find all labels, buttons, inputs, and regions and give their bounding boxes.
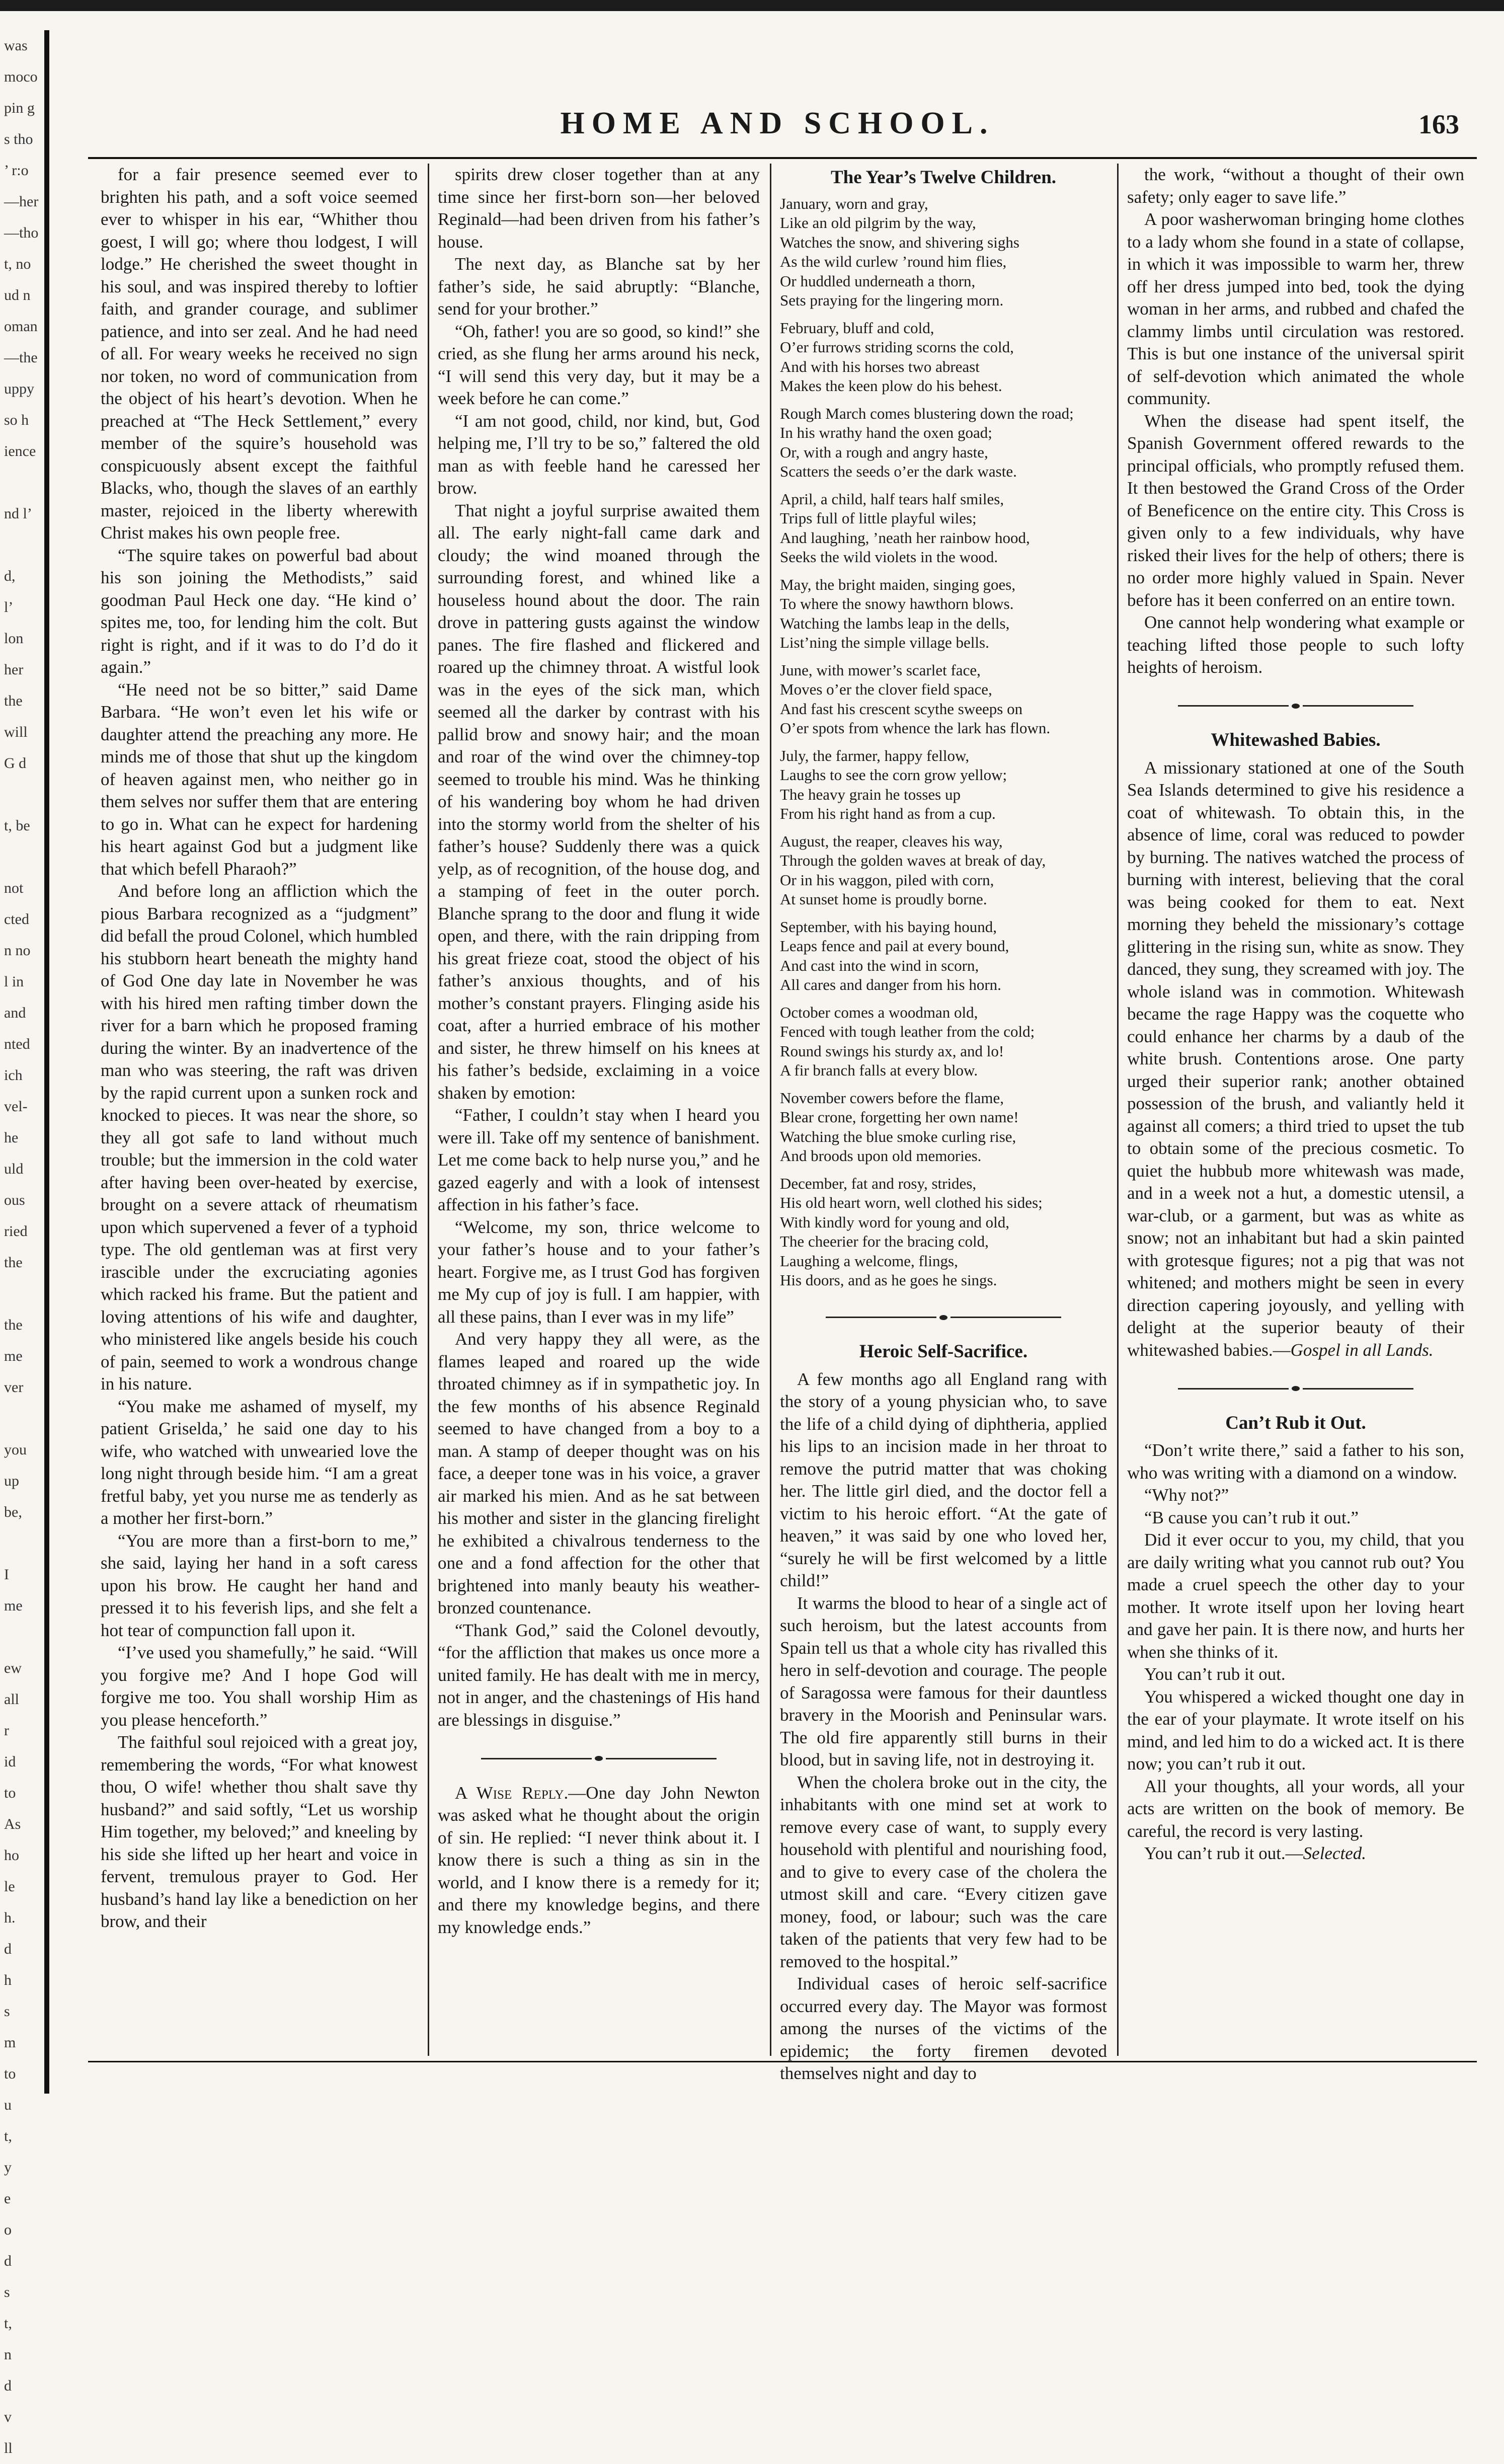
cantrub-paragraph: Did it ever occur to you, my child, that you are daily writing what you cannot rub out? You made a cruel speech the other day to your mother. It wrote itself upon her loving heart and gave her pain. It is there now, and hurts her when she thinks of it. bbox=[1127, 1530, 1464, 1662]
story-paragraph: “Father, I couldn’t stay when I heard you were ill. Take off my sentence of banishment. Let me come back to help nurse you,” and he gazed eagerly and with a look of intensest affection in his father’s face. bbox=[438, 1105, 760, 1214]
poem-line: January, worn and gray, bbox=[780, 194, 928, 212]
adjacent-page-fragment: uppy bbox=[4, 380, 34, 397]
poem-line: His old heart worn, well clothed his sides; bbox=[780, 1194, 1043, 1211]
poem-line: And with his horses two abreast bbox=[780, 357, 980, 375]
adjacent-page-fragment: and bbox=[4, 1005, 26, 1021]
poem-line: Scatters the seeds o’er the dark waste. bbox=[780, 463, 1017, 480]
poem-line: And broods upon old memories. bbox=[780, 1147, 982, 1165]
adjacent-page-fragment: d bbox=[4, 1941, 12, 1957]
bottom-rule bbox=[88, 2061, 1477, 2062]
story-paragraph: spirits drew closer together than at any time since her first-born son—her beloved Reginald—had been driven from his father’s house. bbox=[438, 165, 760, 252]
adjacent-page-fragment: s bbox=[4, 2003, 10, 2020]
poem-line: Or in his waggon, piled with corn, bbox=[780, 871, 994, 889]
adjacent-page-fragment: ho bbox=[4, 1847, 19, 1864]
adjacent-page-fragment: G d bbox=[4, 755, 27, 772]
adjacent-page-fragment: be, bbox=[4, 1504, 22, 1520]
poem-line: Sets praying for the lingering morn. bbox=[780, 291, 1004, 309]
poem-stanza bbox=[780, 490, 1107, 567]
poem-stanza bbox=[780, 1003, 1107, 1081]
section-separator bbox=[438, 1746, 760, 1769]
source-credit: Selected. bbox=[1303, 1843, 1367, 1863]
adjacent-page-fragment bbox=[0, 1528, 44, 1559]
publication-title: HOME AND SCHOOL. bbox=[560, 106, 995, 140]
adjacent-page-fragment: will bbox=[4, 724, 28, 740]
poem-line: A fir branch falls at every blow. bbox=[780, 1061, 978, 1079]
cantrub-paragraph: All your thoughts, all your words, all your acts are written on the book of memory. Be careful, the record is very lasting. bbox=[1127, 1776, 1464, 1841]
heroic-paragraph: One cannot help wondering what example or teaching lifted those people to such lofty heights of heroism. bbox=[1127, 612, 1464, 677]
adjacent-page-fragment: you bbox=[4, 1441, 27, 1458]
column-1 bbox=[101, 164, 418, 2056]
adjacent-page-fragment: nd l’ bbox=[4, 505, 32, 522]
adjacent-page-fragment: ver bbox=[4, 1379, 24, 1396]
story-paragraph: “The squire takes on powerful bad about his son joining the Methodists,” said goodman Paul Heck one day. “He kind o’ spites me, too, for lending him the colt. But right is right, and if it was to do I’d do it again.” bbox=[101, 545, 418, 677]
heroic-continuation bbox=[1127, 164, 1464, 679]
header-rule bbox=[88, 157, 1477, 159]
adjacent-page-fragment bbox=[0, 529, 44, 561]
adjacent-page-fragment: —tho bbox=[4, 224, 39, 241]
poem-line: Or huddled underneath a thorn, bbox=[780, 272, 976, 290]
poem-line: Watches the snow, and shivering sighs bbox=[780, 233, 1019, 251]
story-paragraph: And very happy they all were, as the flames leaped and roared up the wide throated chimney as if in sympathetic joy. In the few months of his absence Reginald seemed to have changed from a boy to a man. A stamp of deeper thought was on his face, a deeper tone was in his voice, a graver air marked his mien. And as he sat between his mother and sister in the glancing firelight he exhibited a chivalrous tenderness to the one and a fond affection for the other that brightened into manly beauty his weather-bronzed countenance. bbox=[438, 1329, 760, 1618]
poem-line: And laughing, ’neath her rainbow hood, bbox=[780, 528, 1030, 547]
poem-title: The Year’s Twelve Children. bbox=[830, 167, 1057, 188]
adjacent-page-fragment: d, bbox=[4, 568, 16, 584]
adjacent-page-fragment: r bbox=[4, 1722, 9, 1739]
heroic-title: Heroic Self-Sacrifice. bbox=[859, 1341, 1028, 1362]
poem-line: November cowers before the flame, bbox=[780, 1089, 1004, 1107]
column-2 bbox=[438, 164, 760, 2056]
adjacent-page-fragment: to bbox=[4, 1785, 16, 1801]
poem-line: Through the golden waves at break of day, bbox=[780, 852, 1046, 869]
wise-reply-text: —One day John Newton was asked what he thought about the origin of sin. He replied: “I never think about it. I know there is such a thing as sin in the world, and I know there is a remedy for it; and there my knowledge begins, and there my knowledge ends.” bbox=[438, 1783, 760, 1937]
poem-line: List’ning the simple village bells. bbox=[780, 634, 989, 651]
poem-stanza bbox=[780, 832, 1107, 909]
adjacent-page-fragment bbox=[0, 779, 44, 810]
adjacent-page-fragment: lon bbox=[4, 630, 24, 647]
adjacent-page-fragment: vel- bbox=[4, 1098, 28, 1115]
story-paragraph: “Welcome, my son, thrice welcome to your father’s house and to your father’s heart. Forgive me, as I trust God has forgiven me My cup of joy is full. I am happier, with all these pains, than I ever was in my life” bbox=[438, 1217, 760, 1327]
adjacent-page-fragment: ll bbox=[4, 2440, 13, 2456]
adjacent-page-fragment: ud n bbox=[4, 287, 31, 303]
poem-line: April, a child, half tears half smiles, bbox=[780, 490, 1004, 508]
section-separator bbox=[1127, 1376, 1464, 1399]
cantrub-paragraph: “Don’t write there,” said a father to his son, who was writing with a diamond on a window. bbox=[1127, 1440, 1464, 1483]
story-paragraph: “Oh, father! you are so good, so kind!” she cried, as she flung her arms around his neck, “I will send this very day, but it may be a week before he can come.” bbox=[438, 321, 760, 408]
poem-line: At sunset home is proudly borne. bbox=[780, 890, 987, 908]
column-divider-3 bbox=[1117, 164, 1119, 2056]
adjacent-page-fragment: s bbox=[4, 2284, 10, 2300]
adjacent-page-fragment: n no bbox=[4, 942, 31, 959]
adjacent-page-fragment: her bbox=[4, 661, 24, 678]
poem-line: June, with mower’s scarlet face, bbox=[780, 661, 981, 679]
page-number: 163 bbox=[1418, 109, 1459, 139]
poem-line: July, the farmer, happy fellow, bbox=[780, 746, 970, 764]
poem-line: Like an old pilgrim by the way, bbox=[780, 214, 976, 232]
poem-stanza bbox=[780, 194, 1107, 311]
poem-line: His doors, and as he goes he sings. bbox=[780, 1271, 997, 1289]
poem-line: O’er spots from whence the lark has flown. bbox=[780, 719, 1051, 737]
poem-line: Watching the lambs leap in the dells, bbox=[780, 614, 1010, 632]
adjacent-page-fragment: ’ r:o bbox=[4, 162, 29, 179]
adjacent-page-fragment: l’ bbox=[4, 599, 14, 615]
cantrub-paragraph: You can’t rub it out.—Selected. bbox=[1144, 1843, 1367, 1863]
story-continuation bbox=[438, 164, 760, 1731]
adjacent-page-fragment: I bbox=[4, 1566, 9, 1583]
poem-body bbox=[780, 194, 1107, 1290]
poem-line: August, the reaper, cleaves his way, bbox=[780, 832, 1003, 850]
poem-line: Or, with a rough and angry haste, bbox=[780, 443, 988, 461]
column-divider-1 bbox=[428, 164, 429, 2056]
heroic-paragraph: Individual cases of heroic self-sacrifice occurred every day. The Mayor was formost among the nurses of the victims of the epidemic; the forty firemen devoted themselves night and day to bbox=[780, 1974, 1107, 2083]
adjacent-page-fragment: d bbox=[4, 2253, 12, 2269]
poem-line: Leaps fence and pail at every bound, bbox=[780, 937, 1009, 955]
adjacent-page-fragment: me bbox=[4, 1348, 23, 1364]
poem-line: In his wrathy hand the oxen goad; bbox=[780, 424, 992, 441]
section-separator bbox=[1127, 694, 1464, 717]
poem-line: February, bluff and cold, bbox=[780, 319, 934, 337]
adjacent-page-fragment: —her bbox=[4, 193, 39, 210]
story-paragraph: “You are more than a first-born to me,” she said, laying her hand in a soft caress upon his brow. He caught her hand and pressed it to his feverish lips, and she felt a hot tear of compunction fall upon it. bbox=[101, 1530, 418, 1640]
poem-stanza bbox=[780, 575, 1107, 653]
adjacent-page-fragment: ich bbox=[4, 1067, 23, 1084]
poem-line: Moves o’er the clover field space, bbox=[780, 680, 992, 698]
adjacent-page-fragment: ous bbox=[4, 1192, 25, 1208]
whitewashed-paragraph: A missionary stationed at one of the South Sea Islands determined to give his residence a coat of whitewash. To obtain this, in the absence of lime, coral was reduced to powder by burning. The natives watched the process of burning with interest, believing that the coral was being cooked for them to eat. Next morning they beheld the missionary’s cottage glittering in the rising sun, white as snow. They danced, they sung, they screamed with joy. The whole island was in commotion. Whitewash became the rage Happy was the coquette who could enhance her charms by a daub of the white brush. Contentions arose. One party urged their superior rank; another obtained possession of the brush, and valiantly held it against all comers; a third tried to upset the tub to obtain some of the precious cosmetic. To quiet the hubbub more whitewash was made, and in a week not a hut, a domestic utensil, a war-club, or a garment, but was as white as snow; not an inhabitant but had a skin painted with grotesque figures; not a pig that was not whitened; and mothers might be seen in every direction capering joyously, and yelling with delight at the superior beauty of their whitewashed babies.—Gospel in all Lands. bbox=[1127, 757, 1464, 1360]
poem-line: Round swings his sturdy ax, and lo! bbox=[780, 1042, 1004, 1060]
poem-line: Laughing a welcome, flings, bbox=[780, 1252, 958, 1270]
whitewashed-title: Whitewashed Babies. bbox=[1211, 730, 1381, 750]
heroic-paragraph: It warms the blood to hear of a single act of such heroism, but the latest accounts from Spain tell us that a whole city has rivalled this hero in self-devotion and courage. The people of Saragossa were famous for their dauntless bravery in the Moorish and Peninsular wars. The old fire apparently still burns in their blood, but in saving life, not in destroying it. bbox=[780, 1593, 1107, 1769]
poem-stanza bbox=[780, 917, 1107, 995]
adjacent-page-fragment: up bbox=[4, 1473, 19, 1489]
story-paragraph: And before long an affliction which the pious Barbara recognized as a “judgment” did befall the proud Colonel, which humbled his stubborn heart beneath the mighty hand of God One day late in November he was with his hired men rafting timber down the river for a barn which he proposed framing during the winter. By an inadvertence of the man who was steering, the raft was driven by the rapid current upon a sunken rock and knocked to pieces. It was near the shore, so they all got safe to land without much trouble; but the immersion in the cold water after having been over-heated by exercise, brought on a severe attack of rheumatism upon which supervened a fever of a typhoid type. The old gentleman was at first very irascible under the excruciating agonies which racked his frame. But the patient and loving attentions of his wife and daughter, who ministered like angels beside his couch of pain, seemed to work a wondrous change in his nature. bbox=[101, 881, 418, 1394]
poem-line: To where the snowy hawthorn blows. bbox=[780, 595, 1014, 612]
cantrub-paragraph: You whispered a wicked thought one day in the ear of your playmate. It wrote itself on his mind, and led him to do a wicked act. It is there now; you can’t rub it out. bbox=[1127, 1686, 1464, 1774]
poem-stanza bbox=[780, 1089, 1107, 1166]
poem-line: And cast into the wind in scorn, bbox=[780, 956, 979, 974]
adjacent-page-fragment: t, bbox=[4, 2128, 12, 2144]
adjacent-page-fragment: le bbox=[4, 1878, 15, 1895]
adjacent-page-fragment bbox=[0, 467, 44, 498]
adjacent-page-fragment: t, be bbox=[4, 817, 30, 834]
adjacent-page-fragment bbox=[0, 1622, 44, 1653]
adjacent-page-fragment: was bbox=[4, 37, 28, 54]
story-paragraph: “You make me ashamed of myself, my patient Griselda,’ he said one day to his wife, who watched with unwearied love the long night through beside him. “I am a great fretful baby, yet you nurse me as tenderly as a mother her first-born.” bbox=[101, 1396, 418, 1528]
heroic-body bbox=[780, 1368, 1107, 2085]
adjacent-page-fragment: l in bbox=[4, 973, 24, 990]
poem-line: All cares and danger from his horn. bbox=[780, 976, 1001, 993]
story-paragraph: “Thank God,” said the Colonel devoutly, “for the affliction that makes us once more a united family. He has dealt with me in mercy, not in anger, and the chastenings of His hand are blessings in disguise.” bbox=[438, 1620, 760, 1730]
cantrub-body bbox=[1127, 1439, 1464, 1865]
poem-line: And fast his crescent scythe sweeps on bbox=[780, 700, 1023, 718]
cantrub-title: Can’t Rub it Out. bbox=[1225, 1412, 1366, 1433]
heroic-paragraph: When the cholera broke out in the city, the inhabitants with one mind set at work to remove every case of want, to supply every household with plentiful and nourishing food, and to give to every case of the cholera the utmost skill and care. “Every citizen gave money, food, or labour; such was the care taken of the patients that very few had to be removed to the hospital.” bbox=[780, 1772, 1107, 1971]
poem-line: As the wild curlew ’round him flies, bbox=[780, 253, 1007, 270]
adjacent-page-fragment: id bbox=[4, 1753, 16, 1770]
adjacent-page-fragment bbox=[0, 1278, 44, 1310]
poem-line: September, with his baying hound, bbox=[780, 917, 997, 936]
poem-line: May, the bright maiden, singing goes, bbox=[780, 575, 1016, 593]
wise-reply-paragraph bbox=[438, 1782, 760, 1939]
column-divider-2 bbox=[770, 164, 771, 2056]
poem-stanza bbox=[780, 661, 1107, 738]
poem-stanza bbox=[780, 404, 1107, 482]
adjacent-page-fragment: t, no bbox=[4, 256, 31, 272]
poem-line: Laughs to see the corn grow yellow; bbox=[780, 766, 1007, 784]
source-credit: Gospel in all Lands. bbox=[1290, 1340, 1434, 1360]
poem-line: Watching the blue smoke curling rise, bbox=[780, 1127, 1016, 1145]
adjacent-page-strip bbox=[0, 30, 49, 2456]
adjacent-page-fragment: ew bbox=[4, 1660, 22, 1676]
poem-line: The heavy grain he tosses up bbox=[780, 785, 961, 803]
poem-line: Seeks the wild violets in the wood. bbox=[780, 548, 998, 566]
column-3 bbox=[780, 164, 1107, 2083]
adjacent-page-fragment: the bbox=[4, 692, 23, 709]
section-separator bbox=[780, 1305, 1107, 1328]
poem-stanza bbox=[780, 319, 1107, 396]
adjacent-page-fragment: o bbox=[4, 2221, 12, 2238]
adjacent-page-fragment: h bbox=[4, 1972, 12, 1988]
adjacent-page-fragment bbox=[0, 1403, 44, 1434]
adjacent-page-fragment: moco bbox=[4, 68, 38, 85]
poem-line: From his right hand as from a cup. bbox=[780, 805, 996, 822]
story-paragraph: The next day, as Blanche sat by her father’s side, he said abruptly: “Blanche, send for your brother.” bbox=[438, 254, 760, 319]
story-paragraph: “I’ve used you shamefully,” he said. “Will you forgive me? And I hope God will forgive me too. You shall worship Him as you please henceforth.” bbox=[101, 1643, 418, 1730]
adjacent-page-fragment: y bbox=[4, 2159, 12, 2176]
cantrub-paragraph: “Why not?” bbox=[1144, 1485, 1229, 1505]
adjacent-page-fragment: cted bbox=[4, 911, 29, 928]
adjacent-page-fragment: t, bbox=[4, 2315, 12, 2332]
adjacent-page-fragment bbox=[0, 841, 44, 873]
adjacent-page-fragment: nted bbox=[4, 1036, 30, 1052]
heroic-paragraph: A few months ago all England rang with the story of a young physician who, to save the life of a child dying of diphtheria, applied his lips to an incision made in her throat to remove the putrid matter that was choking her. The little girl died, and the doctor fell a victim to his heroic effort. “At the gate of heaven,” it was said by one who loved her, “surely he will be first welcomed by a little child!” bbox=[780, 1369, 1107, 1590]
adjacent-page-fragment: n bbox=[4, 2346, 12, 2363]
poem-line: Fenced with tough leather from the cold; bbox=[780, 1023, 1035, 1040]
adjacent-page-fragment: so h bbox=[4, 412, 29, 428]
adjacent-page-fragment: u bbox=[4, 2097, 12, 2113]
wise-reply-lead: A Wise Reply. bbox=[455, 1783, 569, 1803]
poem-stanza bbox=[780, 1174, 1107, 1290]
page-header bbox=[75, 96, 1479, 156]
adjacent-page-fragment: h. bbox=[4, 1909, 16, 1926]
story-paragraph: The faithful soul rejoiced with a great joy, remembering the words, “For what knowest thou, O wife! whether thou shalt save thy husband?” and said softly, “Let us worship Him together, my beloved;” and kneeling by his side she lifted up her heart and voice in fervent, tremulous prayer to God. Her husband’s hand lay like a benediction on her brow, and their bbox=[101, 1732, 418, 1931]
adjacent-page-fragment: As bbox=[4, 1816, 21, 1832]
story-paragraph: “He need not be so bitter,” said Dame Barbara. “He won’t even let his wife or daughter attend the preaching any more. He minds me of those that shut up the kingdom of heaven against men, who neither go in them selves nor suffer them that are entering to go in. What can he expect for hardening his heart against God but a judgment like that which befell Pharaoh?” bbox=[101, 679, 418, 879]
adjacent-page-fragment: s tho bbox=[4, 131, 33, 147]
adjacent-page-fragment: ried bbox=[4, 1223, 28, 1240]
poem-line: October comes a woodman old, bbox=[780, 1003, 978, 1021]
whitewashed-body bbox=[1127, 757, 1464, 1362]
poem-line: December, fat and rosy, strides, bbox=[780, 1174, 977, 1192]
poem-line: Blear crone, forgetting her own name! bbox=[780, 1108, 1019, 1126]
adjacent-page-fragment: m bbox=[4, 2034, 16, 2051]
adjacent-page-fragment: all bbox=[4, 1691, 19, 1708]
cantrub-paragraph: “B cause you can’t rub it out.” bbox=[1144, 1507, 1359, 1527]
adjacent-page-fragment: v bbox=[4, 2409, 12, 2425]
poem-line: With kindly word for young and old, bbox=[780, 1213, 1009, 1231]
heroic-paragraph: When the disease had spent itself, the Spanish Government offered rewards to the principal officials, who promptly refused them. It then bestowed the Grand Cross of the Order of Beneficence on the entire city. This Cross is given only to a few individuals, why have risked their lives for the help of others; there is no order more highly valued in Spain. Never before has it been conferred on an entire town. bbox=[1127, 411, 1464, 610]
adjacent-page-fragment: not bbox=[4, 880, 24, 896]
heroic-paragraph: A poor washerwoman bringing home clothes to a lady whom she found in a state of collapse, in which it was impossible to warm her, threw off her dress jumped into bed, took the dying woman in her arms, and rubbed and chafed the clammy limbs until circulation was restored. This is but one instance of the universal spirit of self-devotion which animated the whole community. bbox=[1127, 209, 1464, 408]
adjacent-page-fragment: he bbox=[4, 1129, 19, 1146]
adjacent-page-fragment: the bbox=[4, 1317, 23, 1333]
adjacent-page-fragment: uld bbox=[4, 1161, 24, 1177]
adjacent-page-fragment: —the bbox=[4, 349, 38, 366]
adjacent-page-fragment: me bbox=[4, 1597, 23, 1614]
poem-line: Makes the keen plow do his behest. bbox=[780, 377, 1002, 395]
poem-line: Rough March comes blustering down the road; bbox=[780, 404, 1074, 422]
adjacent-page-fragment: e bbox=[4, 2190, 11, 2207]
adjacent-page-fragment: d bbox=[4, 2377, 12, 2394]
poem-stanza bbox=[780, 746, 1107, 824]
adjacent-page-fragment: the bbox=[4, 1254, 23, 1271]
top-edge-bar bbox=[0, 0, 1504, 11]
poem-line: The cheerier for the bracing cold, bbox=[780, 1233, 989, 1250]
cantrub-paragraph: You can’t rub it out. bbox=[1144, 1664, 1286, 1684]
adjacent-page-fragment: oman bbox=[4, 318, 38, 335]
poem-line: Trips full of little playful wiles; bbox=[780, 509, 977, 527]
story-paragraph: That night a joyful surprise awaited them all. The early night-fall came dark and cloudy; the wind moaned through the surrounding forest, and whined like a houseless hound about the door. The rain drove in pattering gusts against the window panes. The fire flashed and flickered and roared up the chimney throat. A wistful look was in the eyes of the sick man, which seemed all the darker by contrast with his pallid brow and snowy hair; and the moan and roar of the wind over the chimney-top seemed to trouble his mind. Was he thinking of his wandering boy whom he had driven into the stormy world from the shelter of his father’s house? Suddenly there was a quick yelp, as of recognition, of the house dog, and a stamping of feet in the outer porch. Blanche sprang to the door and flung it wide open, and there, with the rain dripping from his great frieze coat, stood the object of his father’s anxious thoughts, and of his mother’s constant prayers. Flinging aside his coat, after a hurried embrace of his mother and sister, he threw himself on his knees at his father’s bedside, exclaiming in a voice shaken by emotion: bbox=[438, 500, 760, 1103]
adjacent-page-fragment: to bbox=[4, 2065, 16, 2082]
adjacent-page-fragment: ience bbox=[4, 443, 36, 459]
heroic-paragraph: the work, “without a thought of their own safety; only eager to save life.” bbox=[1127, 165, 1464, 207]
story-paragraph: “I am not good, child, nor kind, but, God helping me, I’ll try to be so,” faltered the old man as with feeble hand he caressed her brow. bbox=[438, 411, 760, 498]
adjacent-page-fragment: pin g bbox=[4, 100, 35, 116]
column-4 bbox=[1127, 164, 1464, 2056]
story-paragraph: for a fair presence seemed ever to brighten his path, and a soft voice seemed ever to whisper in his ear, “Whither thou goest, I will go; where thou lodgest, I will lodge.” He cherished the sweet thought in his soul, and was inspired thereby to loftier faith, and grander courage, and sublimer patience, and into ser zeal. And he had need of all. For weary weeks he received no sign nor token, no word of communication from the object of his heart’s devotion. When he preached at “The Heck Settlement,” every member of the squire’s household was conspicuously absent except the faithful Blacks, who, though the slaves of an earthly master, rejoiced in the liberty wherewith Christ makes his own people free. bbox=[101, 165, 418, 543]
poem-line: O’er furrows striding scorns the cold, bbox=[780, 338, 1014, 356]
